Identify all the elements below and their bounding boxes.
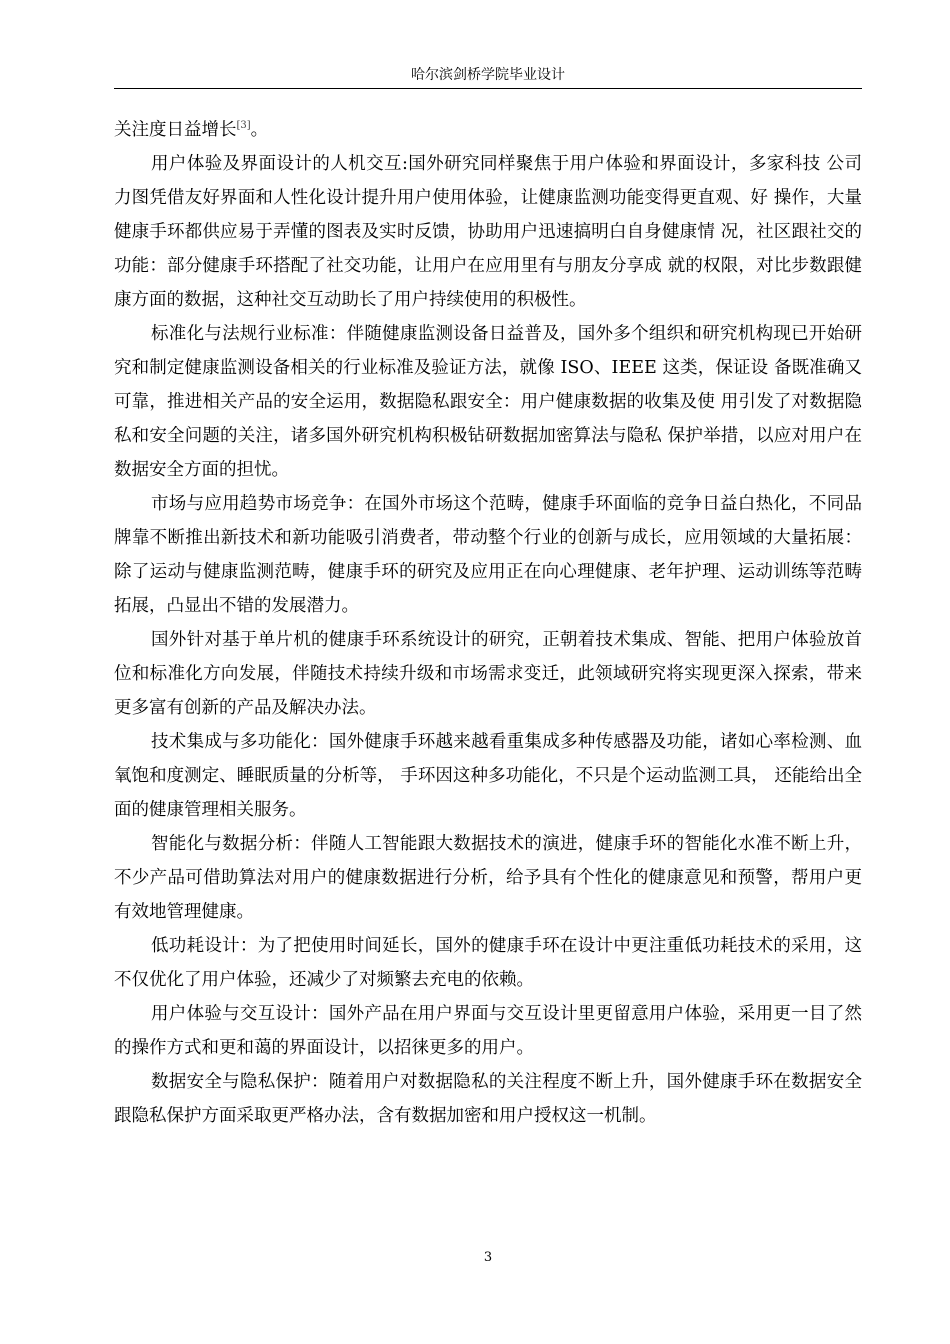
paragraph-data-security: 数据安全与隐私保护：随着用户对数据隐私的关注程度不断上升，国外健康手环在数据安全跟隐私保护方面采取更严格办法，含有数据加密和用户授权这一机制。 (114, 1072, 862, 1126)
paragraph-punctuation: 。 (250, 120, 269, 140)
page-number: 3 (483, 1250, 493, 1265)
paragraph-low-power: 低功耗设计：为了把使用时间延长，国外的健康手环在设计中更注重低功耗技术的采用，这不仅优化了用户体验，还减少了对频繁去充电的依赖。 (114, 936, 862, 990)
paragraph-integration: 技术集成与多功能化：国外健康手环越来越看重集成多种传感器及功能，诸如心率检测、血氧饱和度测定、睡眠质量的分析等， 手环因这种多功能化，不只是个运动监测工具， 还能给出全面的健康管理相关服务。 (114, 732, 862, 820)
citation-reference: [3] (236, 120, 251, 132)
page-header (114, 62, 862, 88)
paragraph-market-trends: 市场与应用趋势市场竞争：在国外市场这个范畴，健康手环面临的竞争日益白热化，不同品牌靠不断推出新技术和新功能吸引消费者，带动整个行业的创新与成长，应用领域的大量拓展：除了运动与健康监测范畴，健康手环的研究及应用正在向心理健康、老年护理、运动训练等范畴拓展，凸显出不错的发展潜力。 (114, 494, 862, 616)
header-divider (114, 88, 862, 89)
paragraph-research-summary: 国外针对基于单片机的健康手环系统设计的研究，正朝着技术集成、智能、把用户体验放首位和标准化方向发展，伴随技术持续升级和市场需求变迁，此领域研究将实现更深入探索，带来更多富有创新的产品及解决办法。 (114, 630, 862, 718)
document-body (114, 113, 862, 1133)
header-title: 哈尔滨剑桥学院毕业设计 (411, 67, 565, 83)
paragraph-user-experience: 用户体验及界面设计的人机交互:国外研究同样聚焦于用户体验和界面设计，多家科技 公司力图凭借友好界面和人性化设计提升用户使用体验，让健康监测功能变得更直观、好 操作，大量健康手环都供应易于弄懂的图表及实时反馈，协助用户迅速搞明白自身健康情 况，社区跟社交的功能：部分健康手环搭配了社交功能，让用户在应用里有与朋友分享成 就的权限，对比步数跟健康方面的数据，这种社交互动助长了用户持续使用的积极性。 (114, 154, 862, 310)
paragraph-standards: 标准化与法规行业标准：伴随健康监测设备日益普及，国外多个组织和研究机构现已开始研究和制定健康监测设备相关的行业标准及验证方法，就像 ISO、IEEE 这类，保证设 备既准确又可靠，推进相关产品的安全运用，数据隐私跟安全：用户健康数据的收集及使 用引发了对数据隐私和安全问题的关注，诸多国外研究机构积极钻研数据加密算法与隐私 保护举措，以应对用户在数据安全方面的担忧。 (114, 324, 862, 480)
paragraph-interaction-design: 用户体验与交互设计：国外产品在用户界面与交互设计里更留意用户体验，采用更一目了然的操作方式和更和蔼的界面设计，以招徕更多的用户。 (114, 1004, 862, 1058)
paragraph-text: 关注度日益增长 (114, 120, 237, 140)
paragraph-continuation (114, 113, 862, 147)
paragraph-intelligence: 智能化与数据分析：伴随人工智能跟大数据技术的演进，健康手环的智能化水准不断上升，不少产品可借助算法对用户的健康数据进行分析，给予具有个性化的健康意见和预警，帮用户更有效地管理健康。 (114, 834, 862, 922)
